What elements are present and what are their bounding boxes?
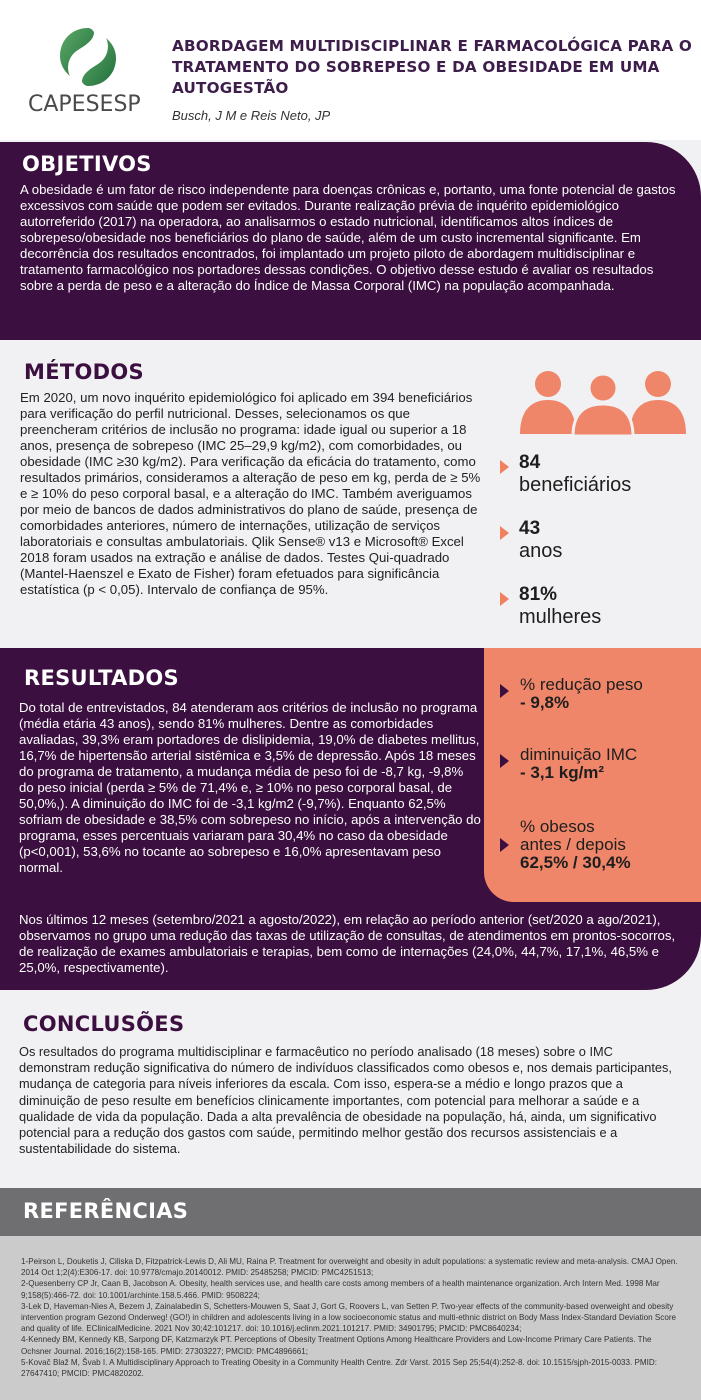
rstat-value: - 3,1 kg/m² bbox=[520, 763, 605, 782]
poster-title: ABORDAGEM MULTIDISCIPLINAR E FARMACOLÓGICA PARA O TRATAMENTO DO SOBREPESO E DA OBESIDADE EM UMA AUTOGESTÃO bbox=[172, 37, 693, 97]
arrow-icon bbox=[500, 754, 509, 768]
stat-value: 84 bbox=[519, 452, 541, 473]
stat-label: mulheres bbox=[519, 606, 602, 628]
arrow-icon bbox=[500, 684, 509, 698]
authors: Busch, J M e Reis Neto, JP bbox=[172, 108, 331, 123]
reference-item: 4-Kennedy BM, Kennedy KB, Sarpong DF, Katzmarzyk PT. Perceptions of Obesity Treatment Options Among Healthcare Providers and Low-Income Primary Care Patients. The Ochsner Journal. 2016;16(2):158-165. PMID: 27303227; PMCID: PMC4896661; bbox=[21, 1335, 652, 1356]
rstat-value: - 9,8% bbox=[520, 693, 570, 712]
conclusoes-section bbox=[0, 1000, 701, 1157]
rstat-label: antes / depois bbox=[520, 835, 626, 854]
rstat-label: diminuição IMC bbox=[520, 745, 638, 764]
conclusoes-text: Os resultados do programa multidisciplinar e farmacêutico no período analisado (18 meses) sobre o IMC demonstram redução significativa do número de indivíduos classificados como obesos e, nos demais participantes, mudança de categoria para níveis inferiores da escala. Com isso, espera-se a médio e longo prazos que a diminuição de peso resulte em benefícios clinicamente importantes, com potencial para melhorar a saúde e a qualidade de vida da população. Dada a alta prevalência de obesidade na população, há, ainda, um significativo potencial para a redução dos gastos com saúde, permitindo melhor gestão dos recursos assistenciais e a sustentabilidade do sistema. bbox=[19, 1044, 672, 1157]
resultados-title: RESULTADOS bbox=[24, 666, 179, 690]
rstat-label: % obesos bbox=[520, 817, 595, 836]
referencias-title: REFERÊNCIAS bbox=[23, 1199, 189, 1223]
objetivos-text: A obesidade é um fator de risco independente para doenças crônicas e, portanto, uma fonte potencial de gastos excessivos com saúde que podem ser evitados. Durante realização prévia de inquérito epidemiológico autorreferido (2017) na operadora, ao analisarmos o estado nutricional, identificamos altos índices de sobrepeso/obesidade nos beneficiários do plano de saúde, além de um custo incremental significante. Em decorrência dos resultados encontrados, foi implantado um projeto piloto de abordagem multidisciplinar e tratamento farmacológico nos portadores dessas condições. O objetivo desse estudo é avaliar os resultados sobre a perda de peso e a alteração do Índice de Massa Corporal (IMC) na população acompanhada. bbox=[20, 182, 676, 293]
stat-value: 43 bbox=[519, 518, 541, 539]
reference-item: 5-Kovač Blaž M, Švab I. A Multidisciplinary Approach to Treating Obesity in a Community Health Centre. Zdr Varst. 2015 Sep 25;54(4):252-8. doi: 10.1515/sjph-2015-0033. PMID: 27647410; PMCID: PMC4820202. bbox=[21, 1357, 657, 1379]
conclusoes-title: CONCLUSÕES bbox=[23, 1012, 185, 1036]
metodos-title: MÉTODOS bbox=[24, 360, 144, 384]
objetivos-section bbox=[0, 142, 701, 340]
capesesp-logo-icon bbox=[58, 26, 118, 88]
reference-item: 3-Lek D, Haveman-Nies A, Bezem J, Zainalabedin S, Schetters-Mouwen S, Saat J, Gort G, Roovers L, van Setten P. Two-year effects of the community-based overweight and obesity intervention program Gezond Onderweg! (GO!) in children and adolescents living in a low socioeconomic status and multi-ethnic district on Body Mass Index-Standard Deviation Score and quality of life. EClinicalMedicine. 2021 Nov 30;42:101217. doi: 10.1016/j.eclinm.2021.101217. PMID: 34901795; PMCID: PMC8640234; bbox=[21, 1301, 677, 1334]
referencias-section bbox=[0, 1188, 701, 1400]
stat-value: 81% bbox=[519, 584, 558, 605]
arrow-icon bbox=[500, 526, 509, 540]
metodos-text: Em 2020, um novo inquérito epidemiológico foi aplicado em 394 beneficiários para verificação do perfil nutricional. Desses, selecionamos os que preencheram critérios de inclusão no programa: idade igual ou superior a 18 anos, presença de sobrepeso (IMC 25–29,9 kg/m2), com comorbidades, ou obesidade (IMC ≥30 kg/m2). Para verificação da eficácia do tratamento, como resultados primários, consideramos a alteração de peso em kg, perda de ≥ 5% e ≥ 10% do peso corporal basal, e a alteração do IMC. Também averiguamos por meio de bancos de dados administrativos do plano de saúde, presença de comorbidades anteriores, número de internações, utilização de serviços laboratoriais e consultas ambulatoriais. Qlik Sense® v13 e Microsoft® Excel 2018 foram usados na extração e análise de dados. Testes Qui-quadrado (Mantel-Haenszel e Exato de Fisher) foram efetuados para significância estatística (p < 0,05). Intervalo de confiança de 95%. bbox=[20, 390, 481, 597]
stat-label: anos bbox=[519, 540, 563, 562]
objetivos-title: OBJETIVOS bbox=[22, 152, 152, 176]
reference-item: 2-Quesenberry CP Jr, Caan B, Jacobson A. Obesity, health services use, and health care costs among members of a health maintenance organization. Arch Intern Med. 1998 Mar 9;158(5):466-72. doi: 10.1001/archinte.158.5.466. PMID: 9508224; bbox=[21, 1279, 660, 1300]
arrow-icon bbox=[500, 460, 509, 474]
rstat-value: 62,5% / 30,4% bbox=[520, 853, 631, 872]
header bbox=[0, 0, 701, 140]
logo bbox=[28, 26, 148, 117]
reference-item: 1-Peirson L, Douketis J, Ciliska D, Fitzpatrick-Lewis D, Ali MU, Raina P. Treatment for overweight and obesity in adult populations: a systematic review and meta-analysis. CMAJ Open. 2014 Oct 1;2(4):E306-17. doi: 10.9778/cmajo.20140012. PMID: 25485258; PMCID: PMC4251513; bbox=[21, 1257, 678, 1278]
resultados-text-1: Do total de entrevistados, 84 atenderam aos critérios de inclusão no programa (média etária 43 anos), sendo 81% mulheres. Dentre as comorbidades avaliadas, 39,3% eram portadores de dislipidemia, 19,0% de diabetes mellitus, 16,7% de hipertensão arterial sistêmica e 3,5% de depressão. Após 18 meses do programa de tratamento, a mudança média de peso foi de -8,7 kg, -9,8% do peso inicial (perda ≥ 5% de 71,4% e, ≥ 10% no peso corporal basal, de 50,0%,). A diminuição do IMC foi de -3,1 kg/m2 (-9,7%). Enquanto 62,5% sofriam de obesidade e 38,5% com sobrepeso no início, após a intervenção do programa, esses percentuais variaram para 30,4% no caso da obesidade (p<0,001), 53,6% no tocante ao sobrepeso e 16,0% apresentavam peso normal. bbox=[19, 700, 481, 875]
referencias-bar bbox=[0, 1188, 701, 1236]
arrow-icon bbox=[500, 838, 509, 852]
arrow-icon bbox=[500, 592, 509, 606]
people-icon bbox=[518, 368, 688, 436]
stat-label: beneficiários bbox=[519, 474, 632, 496]
logo-text: CAPESESP bbox=[28, 92, 141, 117]
resultados-text-2: Nos últimos 12 meses (setembro/2021 a agosto/2022), em relação ao período anterior (set/2020 a ago/2021), observamos no grupo uma redução das taxas de utilização de consultas, de atendimentos em prontos-socorros, de realização de exames ambulatoriais e terapias, bem como de internações (24,0%, 44,7%, 17,1%, 46,5% e 25,0%, respectivamente). bbox=[19, 912, 676, 975]
rstat-label: % redução peso bbox=[520, 675, 643, 694]
referencias-list bbox=[21, 1256, 683, 1379]
